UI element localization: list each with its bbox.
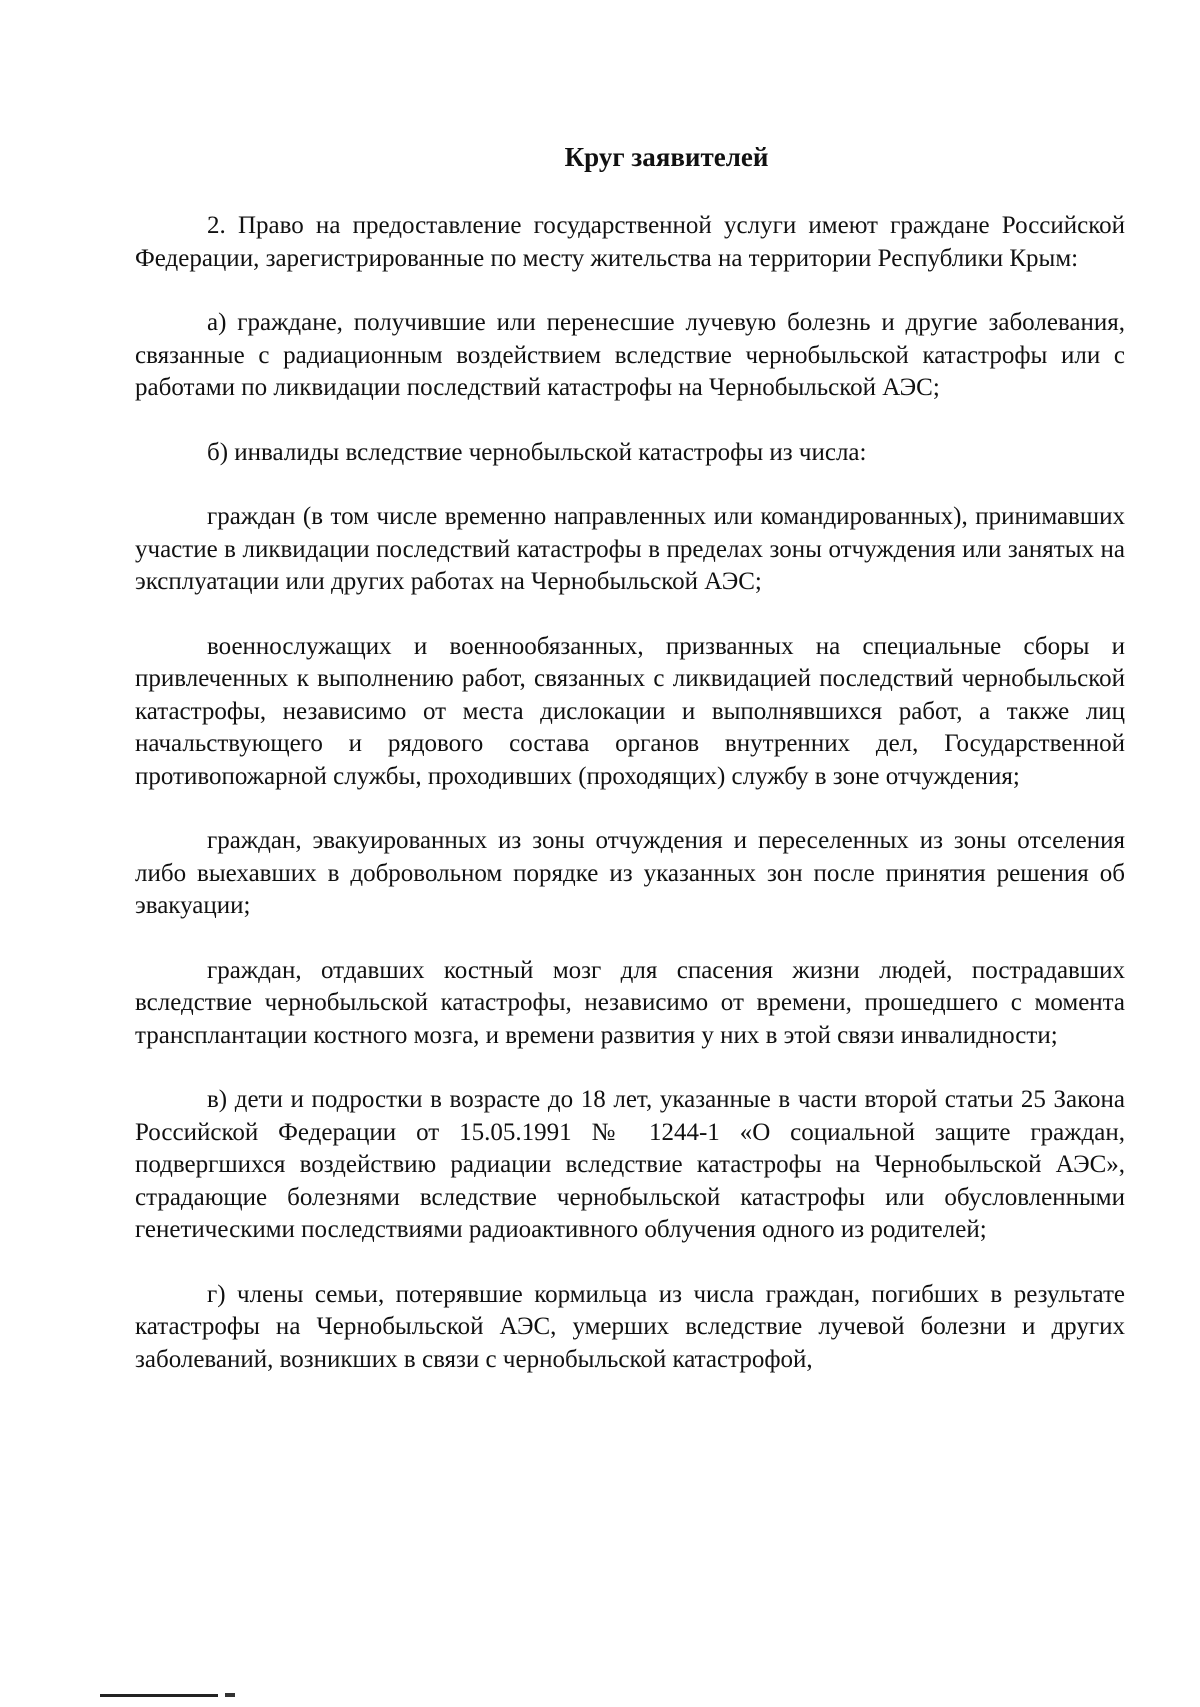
paragraph-intro: 2. Право на предоставление государственной услуги имеют граждане Российской Федерации, зарегистрированные по месту жительства на территории Республики Крым: [135,212,1125,272]
footnote-separator [100,1694,218,1697]
scan-artifact [225,1693,235,1697]
page-title: Круг заявителей [564,142,769,172]
paragraph-item-v: в) дети и подростки в возрасте до 18 лет, указанные в части второй статьи 25 Закона Российской Федерации от 15.05.1991 № 1244-1 «О социальной защите граждан, подвергшихся воздействию радиации вследствие катастрофы на Чернобыльской АЭС», страдающие болезнями вследствие чернобыльской катастрофы или обусловленными генетическими последствиями радиоактивного облучения одного из родителей; [135,1086,1125,1243]
document-body [135,210,1125,1408]
paragraph-item-b-4: граждан, отдавших костный мозг для спасения жизни людей, пострадавших вследствие чернобыльской катастрофы, независимо от времени, прошедшего с момента трансплантации костного мозга, и времени развития у них в этой связи инвалидности; [135,956,1125,1049]
paragraph-item-b-3: граждан, эвакуированных из зоны отчуждения и переселенных из зоны отселения либо выехавших в добровольном порядке из указанных зон после принятия решения об эвакуации; [135,827,1125,919]
paragraph-item-b-1: граждан (в том числе временно направленных или командированных), принимавших участие в ликвидации последствий катастрофы в пределах зоны отчуждения или занятых на эксплуатации или других работах на Чернобыльской АЭС; [135,503,1125,595]
paragraph-item-b: б) инвалиды вследствие чернобыльской катастрофы из числа: [207,438,867,466]
paragraph-item-g: г) члены семьи, потерявшие кормильца из числа граждан, погибших в результате катастрофы на Чернобыльской АЭС, умерших вследствие лучевой болезни и других заболеваний, возникших в связи с чернобыльской катастрофой, [135,1280,1125,1373]
paragraph-item-b-2: военнослужащих и военнообязанных, призванных на специальные сборы и привлеченных к выполнению работ, связанных с ликвидацией последствий чернобыльской катастрофы, независимо от места дислокации и выполнявшихся работ, а также лиц начальствующего и рядового состава органов внутренних дел, Государственной противопожарной службы, проходивших (проходящих) службу в зоне отчуждения; [135,632,1125,790]
paragraph-item-a: а) граждане, получившие или перенесшие лучевую болезнь и другие заболевания, связанные с радиационным воздействием вследствие чернобыльской катастрофы или с работами по ликвидации последствий катастрофы на Чернобыльской АЭС; [135,309,1125,401]
